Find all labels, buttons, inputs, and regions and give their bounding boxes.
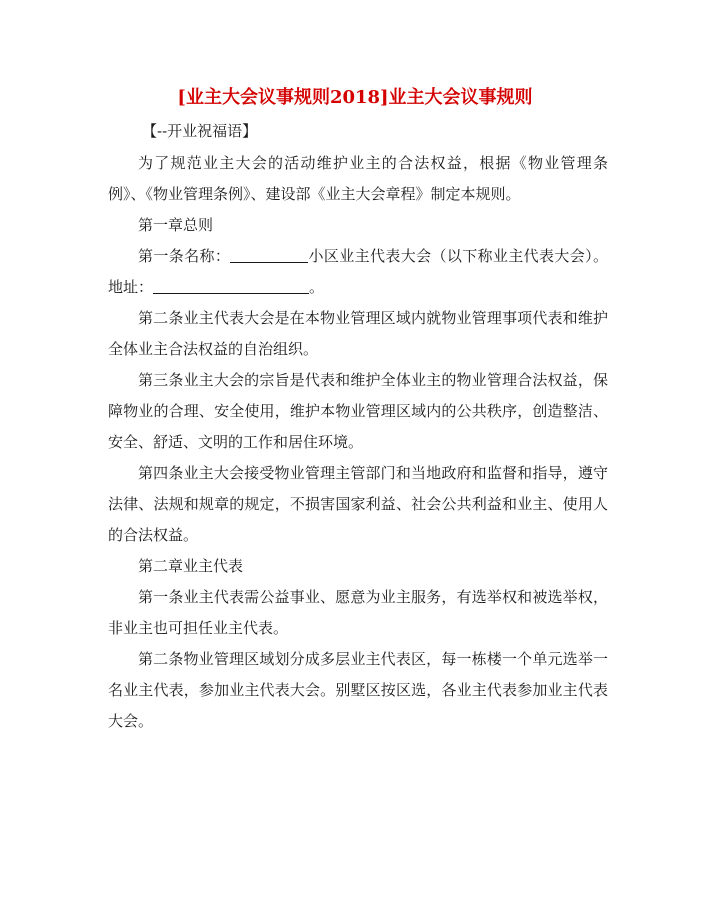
document-title: [业主大会议事规则2018]业主大会议事规则 [177,87,533,108]
article-1-text: 小区业主代表大会（以下称业主代表大会）。地址： [108,247,608,296]
chapter-heading-2: 第二章业主代表 [138,557,244,575]
chapter-heading-1: 第一章总则 [138,216,214,234]
name-blank-line [230,246,308,263]
paragraph-intro: 为了规范业主大会的活动维护业主的合法权益，根据《物业管理条例》、《物业管理条例》、建设部《业主大会章程》制定本规则。 [108,154,608,203]
paragraph-chapter2-article-1: 第一条业主代表需公益事业、愿意为业主服务，有选举权和被选举权，非业主也可担任业主代表。 [108,588,608,637]
paragraph-article-4: 第四条业主大会接受物业管理主管部门和当地政府和监督和指导，遵守法律、法规和规章的规定，不损害国家利益、社会公共利益和业主、使用人的合法权益。 [108,464,608,544]
paragraph-article-1 [108,241,608,303]
paragraph-article-3: 第三条业主大会的宗旨是代表和维护全体业主的物业管理合法权益，保障物业的合理、安全使用，维护本物业管理区域内的公共秩序，创造整洁、安全、舒适、文明的工作和居住环境。 [108,371,608,451]
document-body [108,148,608,737]
article-1-label: 第一条名称： [138,247,231,265]
paragraph-chapter2-article-2: 第二条物业管理区域划分成多层业主代表区，每一栋楼一个单元选举一名业主代表，参加业主代表大会。别墅区按区选，各业主代表参加业主代表大会。 [108,650,608,730]
address-blank-line [153,277,309,294]
document-subheading: 【--开业祝福语】 [142,122,258,140]
paragraph-article-2: 第二条业主代表大会是在本物业管理区域内就物业管理事项代表和维护全体业主合法权益的自治组织。 [108,309,608,358]
article-1-end: 。 [309,278,325,296]
